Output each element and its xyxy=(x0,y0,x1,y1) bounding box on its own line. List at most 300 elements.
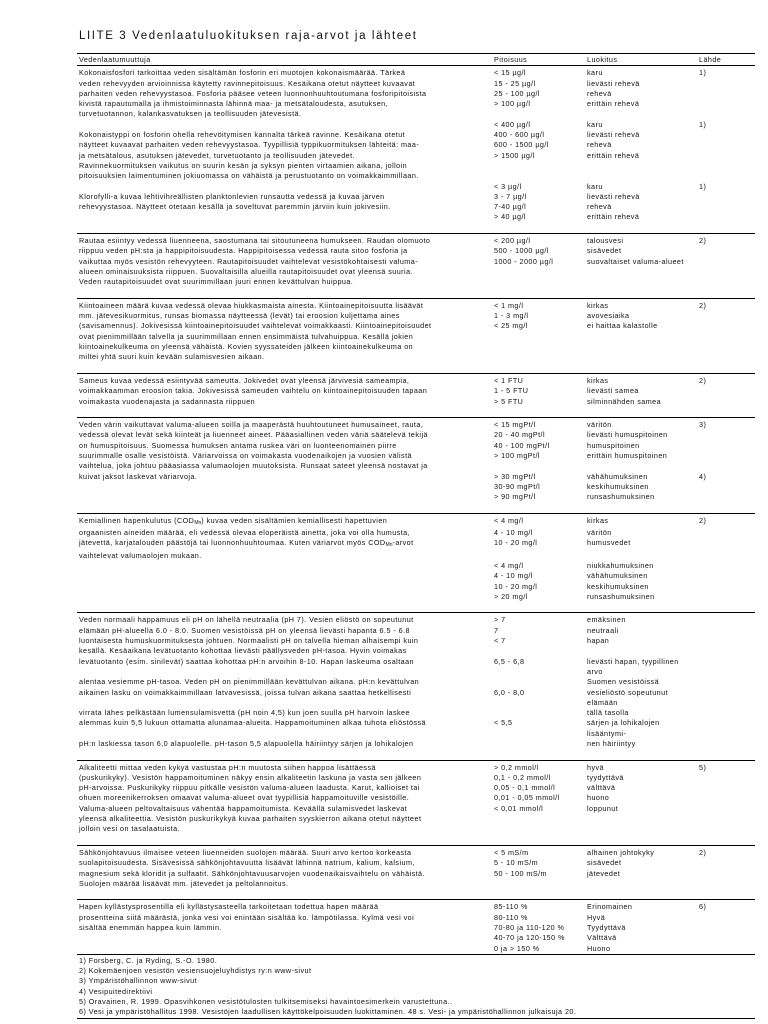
row-description xyxy=(77,182,492,192)
row-source xyxy=(697,342,755,352)
row-description: voimakkaamman eroosion takia. Jokivesissä sameuden vaihtelu on kiintoainepitoisuuden tapaan xyxy=(79,386,428,396)
row-concentration: < 5,5 xyxy=(494,718,513,728)
row-source xyxy=(697,151,755,161)
row-description: (savisamennus). Jokivesissä kiintoainepitoisuudet vaihtelevat voimakkaasti. Kiintoainepitoisuudet xyxy=(79,321,432,331)
row-description: pH:n laskiessa tason 6,0 alapuolelle. pH-tason 5,5 alapuolella häiriintyy särjen ja lohikalojen xyxy=(79,739,414,748)
header-concentration: Pitoisuus xyxy=(492,54,585,66)
table-row xyxy=(77,923,755,933)
row-source xyxy=(697,352,755,362)
table-row xyxy=(77,582,755,592)
classification-table xyxy=(77,53,755,954)
table-row xyxy=(77,824,755,834)
row-concentration: 500 - 1000 µg/l xyxy=(494,246,549,256)
table-row xyxy=(77,461,755,471)
row-concentration: 25 - 100 µg/l xyxy=(494,88,540,98)
table-row xyxy=(77,192,755,202)
row-concentration xyxy=(492,749,585,760)
row-concentration: 6,5 - 6,8 xyxy=(494,656,525,666)
table-row xyxy=(77,858,755,868)
row-concentration: > 30 mgPt/l xyxy=(494,471,536,481)
row-classification xyxy=(585,749,697,760)
table-row xyxy=(77,267,755,277)
row-classification xyxy=(585,342,697,352)
row-source xyxy=(697,571,755,581)
row-description: elämään pH-alueella 6.0 - 8.0. Suomen vesistöissä pH on yleensä lievästi hapanta 6.5 - 6.8 xyxy=(79,625,410,635)
row-source xyxy=(697,551,755,561)
row-classification: lievästi rehevä xyxy=(587,78,640,88)
row-description: Kokonaistyppi on fosforin ohella rehevöitymisen kannalta tärkeä ravinne. Kesäikana otetut xyxy=(79,130,406,140)
table-row xyxy=(77,332,755,342)
row-classification xyxy=(585,889,697,900)
row-concentration xyxy=(492,889,585,900)
row-classification xyxy=(585,602,697,613)
row-description xyxy=(77,212,492,222)
row-concentration xyxy=(492,602,585,613)
row-description: Kemiallinen hapenkulutus (CODMn) kuvaa veden sisältämien kemiallisesti hapettuvien xyxy=(77,513,492,528)
row-source xyxy=(697,879,755,889)
row-classification: karu xyxy=(587,119,603,129)
row-concentration xyxy=(492,352,585,362)
row-concentration xyxy=(492,171,585,181)
row-description: on humuspitoisuus. Suomessa humuksen antama ruskea väri on luonteenomainen piirre xyxy=(79,440,397,450)
row-classification: nen häiriintyy xyxy=(587,739,636,748)
row-description: ovat pienimmillään talvella ja suurimmillaan ennen ensimmäistä tulvahuippua. Kesällä jokien xyxy=(79,331,414,341)
table-row xyxy=(77,161,755,171)
row-concentration: 6,0 - 8,0 xyxy=(494,687,525,697)
row-description: kivistä rapautumalla ja ihmistoiminnasta lähinnä maa- ja metsätaloudesta, asutuksen, xyxy=(79,99,389,109)
row-concentration xyxy=(492,277,585,287)
row-classification: karu xyxy=(587,181,603,191)
row-concentration: 10 - 20 mg/l xyxy=(494,581,538,591)
table-row xyxy=(77,342,755,352)
table-row xyxy=(77,212,755,222)
row-classification: kirkas xyxy=(585,373,697,386)
row-classification: silminnähden samea xyxy=(587,396,662,406)
row-source: 4) xyxy=(699,471,707,481)
row-description: miltei yhtä suuri kuin kevään sulamisvesien aikaan. xyxy=(79,352,265,362)
row-classification: hyvä xyxy=(585,760,697,773)
row-source xyxy=(697,602,755,613)
row-source xyxy=(697,321,755,331)
row-classification xyxy=(585,814,697,824)
table-row xyxy=(77,352,755,362)
row-description: kesällä. Kesäaikana levätuotanto kohottaa lievästi päällysveden pH-tasoa. Hyvin voimakas xyxy=(79,646,407,656)
row-classification: neutraali xyxy=(587,625,619,635)
row-classification xyxy=(585,288,697,299)
row-concentration xyxy=(492,363,585,374)
row-source xyxy=(697,688,755,709)
subscript: Mn xyxy=(194,519,202,526)
row-classification: rehevä xyxy=(587,202,612,212)
row-concentration xyxy=(492,288,585,299)
row-source xyxy=(697,451,755,461)
table-row xyxy=(77,246,755,256)
row-description: Ravinnekuormituksen vaikutus on suurin kesän ja syksyn pienten virtaamien aikana, jolloin xyxy=(79,160,408,170)
row-concentration: 4 - 10 mg/l xyxy=(494,528,533,538)
row-source xyxy=(697,482,755,492)
table-row xyxy=(77,373,755,386)
row-classification: ei haittaa kalastolle xyxy=(587,321,658,331)
table-row xyxy=(77,202,755,212)
table-header-row xyxy=(77,54,755,66)
row-concentration xyxy=(492,461,585,471)
row-source xyxy=(697,430,755,440)
row-description: jolloin vesi on tasalaatuista. xyxy=(79,824,180,834)
row-classification: runsashumuksinen xyxy=(587,591,655,601)
table-row xyxy=(77,89,755,99)
row-concentration xyxy=(492,835,585,846)
row-source xyxy=(697,944,755,954)
table-row xyxy=(77,482,755,492)
row-source xyxy=(697,386,755,396)
row-source xyxy=(697,311,755,321)
table-row xyxy=(77,130,755,140)
row-source: 1) xyxy=(699,119,707,129)
row-source xyxy=(697,636,755,646)
row-concentration: < 0,01 mmol/l xyxy=(494,803,544,813)
row-description xyxy=(77,363,492,374)
row-concentration: 20 - 40 mgPt/l xyxy=(494,430,546,440)
row-source xyxy=(697,461,755,471)
row-concentration: 7-40 µg/l xyxy=(494,202,527,212)
row-classification: suovaltaiset valuma-alueet xyxy=(587,256,684,266)
row-source xyxy=(697,749,755,760)
table-row xyxy=(77,182,755,192)
table-row xyxy=(77,288,755,299)
row-description: pitoisuuksien laimentuminen jokiuomassa on vähäistä ja perustuotanto on voimakkaimmillaan. xyxy=(79,171,419,181)
row-classification: välttävä xyxy=(587,783,616,793)
row-concentration xyxy=(492,342,585,352)
row-source xyxy=(697,99,755,109)
row-description: riippuu veden pH:sta ja happipitoisuudesta. Happipitoisessa vedessä rauta sitoo fosforia ja xyxy=(79,246,408,256)
row-concentration xyxy=(492,879,585,889)
row-concentration: 1000 - 2000 µg/l xyxy=(494,256,554,266)
table-row xyxy=(77,363,755,374)
row-classification: keskihumuksinen xyxy=(587,481,649,491)
row-source xyxy=(697,109,755,119)
row-source xyxy=(697,592,755,602)
row-concentration: < 4 mg/l xyxy=(494,560,524,570)
row-description: Veden rautapitoisuudet ovat suurimmillaan juuri ennen kevättulvan huippua. xyxy=(79,277,354,287)
row-classification: rehevä xyxy=(587,140,612,150)
row-concentration xyxy=(492,739,585,749)
row-source xyxy=(697,613,755,626)
row-source xyxy=(697,288,755,299)
row-description xyxy=(77,835,492,846)
row-source: 2) xyxy=(697,373,755,386)
row-source xyxy=(697,739,755,749)
row-source xyxy=(697,246,755,256)
row-concentration: > 0,2 mmol/l xyxy=(492,760,585,773)
row-classification xyxy=(585,352,697,362)
table-row xyxy=(77,492,755,502)
row-source xyxy=(697,913,755,923)
table-row xyxy=(77,451,755,461)
row-source xyxy=(697,582,755,592)
row-source xyxy=(697,267,755,277)
row-concentration: > 1500 µg/l xyxy=(494,150,535,160)
row-source xyxy=(697,783,755,793)
table-row xyxy=(77,944,755,954)
row-description: näytteet kuvaavat parhaiten veden rehevyystasoa. Tyypillisiä typpikuormituksen lähteitä: maa- xyxy=(79,140,420,150)
page-title: LIITE 3 Vedenlaatuluokituksen raja-arvot ja lähteet xyxy=(79,30,418,42)
row-concentration: 30-90 mgPt/l xyxy=(494,481,541,491)
row-description xyxy=(77,407,492,418)
row-classification: talousvesi xyxy=(585,234,697,247)
table-row xyxy=(77,773,755,783)
table-row xyxy=(77,234,755,247)
table-row xyxy=(77,407,755,418)
row-concentration xyxy=(492,824,585,834)
row-concentration: 5 - 10 mS/m xyxy=(494,858,539,868)
reference-item: 5) Oravainen, R. 1999. Opasvihkonen vesistötulosten tulkitsemiseksi havaintoesimerkein varustettuna.. xyxy=(79,996,453,1006)
row-source xyxy=(697,538,755,550)
row-classification: lievästi rehevä xyxy=(587,191,640,201)
row-source: 2) xyxy=(697,513,755,528)
row-classification xyxy=(585,646,697,656)
row-concentration xyxy=(492,646,585,656)
table-row xyxy=(77,657,755,678)
row-description: Kokonaisfosfori tarkoittaa veden sisältämän fosforin eri muotojen kokonaismäärää. Tärkeä xyxy=(77,66,492,79)
row-classification: loppunut xyxy=(587,803,619,813)
row-description: aikainen lasku on voimakkaimmillaan latvavesissä, joissa tulvan aikana saattaa hetkellisesti xyxy=(79,687,412,697)
row-source: 6) xyxy=(697,900,755,913)
row-concentration: 0 ja > 150 % xyxy=(494,943,540,953)
table-body xyxy=(77,66,755,954)
row-description: alemmas kuin 5,5 lukuun ottamatta alunamaa-alueita. Happamoituminen alkaa tuhota eliöstössä xyxy=(79,718,426,728)
row-description: alueen ominaisuuksista riippuen. Suovaltaisilla alueilla rautapitoisuudet ovat yleensä suuria. xyxy=(79,266,413,276)
row-source: 5) xyxy=(697,760,755,773)
row-description xyxy=(77,482,492,492)
row-description: (puskurikyky). Vesistön happamoituminen näkyy ensin alkaliteetin laskuna ja vasta sen jälkeen xyxy=(79,772,422,782)
references xyxy=(77,954,755,1019)
table-row xyxy=(77,889,755,900)
row-source xyxy=(697,441,755,451)
row-description: virrata lähes pelkästään lumensulamisvettä (pH noin 4,5) kun joen suulla pH harvoin laskee xyxy=(79,708,410,718)
row-source xyxy=(697,626,755,636)
row-concentration: < 400 µg/l xyxy=(494,119,531,129)
row-classification: humusvedet xyxy=(587,538,631,548)
row-source xyxy=(697,773,755,783)
table-row xyxy=(77,140,755,150)
table-row xyxy=(77,804,755,814)
row-description: Veden normaali happamuus eli pH on lähellä neutraalia (pH 7). Vesien eliöstö on sopeutunut xyxy=(77,613,492,626)
row-description: alentaa vesiemme pH-tasoa. Veden pH on pienimmillään kevättulvan aikana. pH:n kevättulvan xyxy=(79,677,420,687)
row-classification: vähähumuksinen xyxy=(587,471,648,481)
row-description: vaikuttaa myös vesistön rehevyyteen. Rautapitoisuudet vaihtelevat vesistökohtaisesti valuma- xyxy=(79,256,419,266)
table-row xyxy=(77,528,755,538)
table-row xyxy=(77,298,755,311)
row-concentration xyxy=(492,551,585,561)
row-description xyxy=(77,288,492,299)
row-description: ohuen moreenikerroksen omaavat valuma-alueet ovat tyypillisiä happamoituville vesistöille. xyxy=(79,793,410,803)
row-classification: kirkas xyxy=(585,298,697,311)
row-classification: väritön xyxy=(585,418,697,431)
row-description xyxy=(77,749,492,760)
row-classification: lievästi rehevä xyxy=(587,130,640,140)
row-classification: vähähumuksinen xyxy=(587,571,648,581)
row-classification: erittäin rehevä xyxy=(587,99,640,109)
row-description xyxy=(77,561,492,571)
row-source xyxy=(697,161,755,171)
row-concentration: < 4 mg/l xyxy=(492,513,585,528)
row-description: vedessä olevat levät sekä kiinteät ja liuenneet aineet. Pääasiallinen veden väriä säätelevä tekijä xyxy=(79,430,428,440)
row-description: Hapen kyllästysprosentilla eli kyllästysasteella tarkoitetaan todettua hapen määrää xyxy=(77,900,492,913)
row-classification: huono xyxy=(587,793,610,803)
row-source xyxy=(697,223,755,234)
row-concentration xyxy=(492,407,585,418)
row-classification xyxy=(585,223,697,234)
row-concentration: < 200 µg/l xyxy=(492,234,585,247)
table-row xyxy=(77,613,755,626)
row-classification: erittäin rehevä xyxy=(587,212,640,222)
table-row xyxy=(77,688,755,709)
row-description: Sameus kuvaa vedessä esiintyvää sameutta. Jokivedet ovat yleensä järvivesiä sameampia, xyxy=(77,373,492,386)
row-source xyxy=(697,140,755,150)
row-classification: Erinomainen xyxy=(585,900,697,913)
row-source xyxy=(697,561,755,571)
row-classification: lievästi humuspitoinen xyxy=(587,430,668,440)
row-classification xyxy=(585,407,697,418)
row-source xyxy=(697,363,755,374)
table-row xyxy=(77,602,755,613)
row-concentration: > 5 FTU xyxy=(494,396,524,406)
row-concentration xyxy=(492,332,585,342)
row-source xyxy=(697,677,755,687)
row-source: 2) xyxy=(697,298,755,311)
row-description xyxy=(77,502,492,513)
row-description: luontaisesta humuskuormituksesta johtuen. Normaalisti pH on talvella hieman alhaisempi kuin xyxy=(79,636,419,646)
row-classification: särjen ja lohikalojen lisääntymi- xyxy=(587,718,660,738)
row-concentration: 400 - 600 µg/l xyxy=(494,130,545,140)
row-classification: vesieliöstö sopeutunut elämään xyxy=(587,687,669,707)
row-description: levätuotanto (esim. sinilevät) saattaa kohottaa pH:n arvoihin 8-10. Hapan laskeuma osaltaan xyxy=(79,656,415,666)
table-row xyxy=(77,79,755,89)
row-classification xyxy=(585,461,697,471)
row-classification xyxy=(585,161,697,171)
row-description: ja metsätalous, asutuksen jätevedet, turvetuotanto ja teollisuuden jätevedet. xyxy=(79,150,355,160)
row-description xyxy=(77,582,492,592)
row-description: parhaiten veden rehevyystasoa. Fosforia pääsee veteen luonnonhuuhtoutumana fosforipitoisista xyxy=(79,88,427,98)
row-description: pH-arvoissa. Puskurikyky riippuu pitkälle vesistön valuma-alueen laadusta. Karut, kallioiset tai xyxy=(79,783,420,793)
row-concentration: > 100 µg/l xyxy=(494,99,531,109)
row-description: orgaanisten aineiden määrää, eli vedessä olevaa eloperäistä ainetta, joka voi olla humusta, xyxy=(79,528,411,538)
row-description: jätevettä, karjatalouden päästöjä tai luonnonhuuhtoumaa. Kuten väriarvot myös CODMn-arvot xyxy=(79,538,414,549)
row-classification xyxy=(585,171,697,181)
table-row xyxy=(77,646,755,656)
row-concentration: 50 - 100 mS/m xyxy=(494,868,547,878)
table-row xyxy=(77,151,755,161)
row-source xyxy=(697,923,755,933)
row-description: rehevyystasoa. Näytteet otetaan kesällä ja soveltuvat paremmin järviin kuin jokivesiin. xyxy=(79,202,391,212)
row-description: Alkaliteetti mittaa veden kykyä vastustaa pH:n muutosta siihen happoa lisättäessä xyxy=(77,760,492,773)
row-description: kiintoainekulkeuma on yleensä vähäistä. Kovien syyssateiden jälkeen kiintoainekulkeuma on xyxy=(79,342,414,352)
row-concentration: 85-110 % xyxy=(492,900,585,913)
row-classification: keskihumuksinen xyxy=(587,581,649,591)
row-classification xyxy=(585,332,697,342)
row-source xyxy=(697,793,755,803)
row-classification: humuspitoinen xyxy=(587,440,640,450)
row-description: veden rehevyyden arvioinnissa käytetty ravinnepitoisuus. Kesäikana otetut näytteet kuvaavat xyxy=(79,78,416,88)
table-row xyxy=(77,783,755,793)
row-classification: karu xyxy=(585,66,697,79)
table-row xyxy=(77,913,755,923)
table-row xyxy=(77,502,755,513)
row-concentration: > 90 mgPt/l xyxy=(494,492,536,502)
row-description: Valuma-alueen peltovaltaisuus vähentää happamoitumista. Keväällä sulamisvedet laskevat xyxy=(79,803,408,813)
row-concentration: 70-80 ja 110-120 % xyxy=(494,923,565,933)
row-classification xyxy=(585,824,697,834)
row-concentration: 15 - 25 µg/l xyxy=(494,78,536,88)
table-row xyxy=(77,386,755,396)
row-source xyxy=(697,869,755,879)
row-description: magnesium sekä kloridit ja sulfaatit. Sähkönjohtavuusarvojen vuodenaikaisvaihtelu on vähäistä. xyxy=(79,868,425,878)
row-concentration: > 20 mg/l xyxy=(494,591,528,601)
table-row xyxy=(77,513,755,528)
header-variable: Vedenlaatumuuttuja xyxy=(77,54,492,66)
row-classification xyxy=(585,502,697,513)
row-source xyxy=(697,212,755,222)
row-description xyxy=(77,223,492,234)
row-source xyxy=(697,528,755,538)
table-row xyxy=(77,760,755,773)
row-concentration xyxy=(492,109,585,119)
row-classification: lievästi hapan, tyypillinen arvo xyxy=(587,656,679,676)
table-row xyxy=(77,99,755,109)
row-concentration xyxy=(492,267,585,277)
row-classification xyxy=(585,551,697,561)
row-concentration: < 15 µg/l xyxy=(492,66,585,79)
row-classification: jätevedet xyxy=(587,868,621,878)
table-row xyxy=(77,321,755,331)
row-description: Rautaa esiintyy vedessä liuenneena, saostumana tai sitoutuneena humukseen. Raudan olomuoto xyxy=(77,234,492,247)
row-source xyxy=(697,171,755,181)
row-concentration: 10 - 20 mg/l xyxy=(494,538,538,548)
row-concentration: 4 - 10 mg/l xyxy=(494,571,533,581)
row-source xyxy=(697,858,755,868)
table-row xyxy=(77,626,755,636)
row-source xyxy=(697,492,755,502)
row-source xyxy=(697,718,755,739)
header-source: Lähde xyxy=(697,54,755,66)
table-row xyxy=(77,636,755,646)
table-row xyxy=(77,869,755,879)
table-row xyxy=(77,933,755,943)
row-concentration: 0,01 - 0,05 mmol/l xyxy=(494,793,560,803)
row-description xyxy=(77,592,492,602)
table-row xyxy=(77,223,755,234)
row-classification: kirkas xyxy=(585,513,697,528)
row-concentration: 40-70 ja 120-150 % xyxy=(494,933,565,943)
reference-item: 2) Kokemäenjoen vesistön vesiensuojeluyhdistys ry:n www-sivut xyxy=(79,966,312,976)
row-description: kuivat jaksot laskevat väriarvoja. xyxy=(79,471,198,481)
row-classification: Tyydyttävä xyxy=(587,923,626,933)
row-concentration: 1 - 5 FTU xyxy=(494,386,529,396)
row-source xyxy=(697,804,755,814)
row-concentration: < 5 mS/m xyxy=(492,845,585,858)
row-description: vaihtelua, joka johtuu pääasiassa valumaolojen muutoksista. Runsaat sateet yleensä nostavat ja xyxy=(79,461,428,471)
row-source xyxy=(697,332,755,342)
row-classification: alhainen johtokyky xyxy=(585,845,697,858)
row-concentration: < 1 FTU xyxy=(492,373,585,386)
row-source: 1) xyxy=(699,181,707,191)
row-classification: tyydyttävä xyxy=(587,772,624,782)
row-description xyxy=(77,933,492,943)
row-source xyxy=(697,889,755,900)
row-concentration: 0,05 - 0,1 mmol/l xyxy=(494,783,556,793)
row-classification: hapan xyxy=(587,636,610,646)
row-classification: sisävedet xyxy=(587,246,622,256)
